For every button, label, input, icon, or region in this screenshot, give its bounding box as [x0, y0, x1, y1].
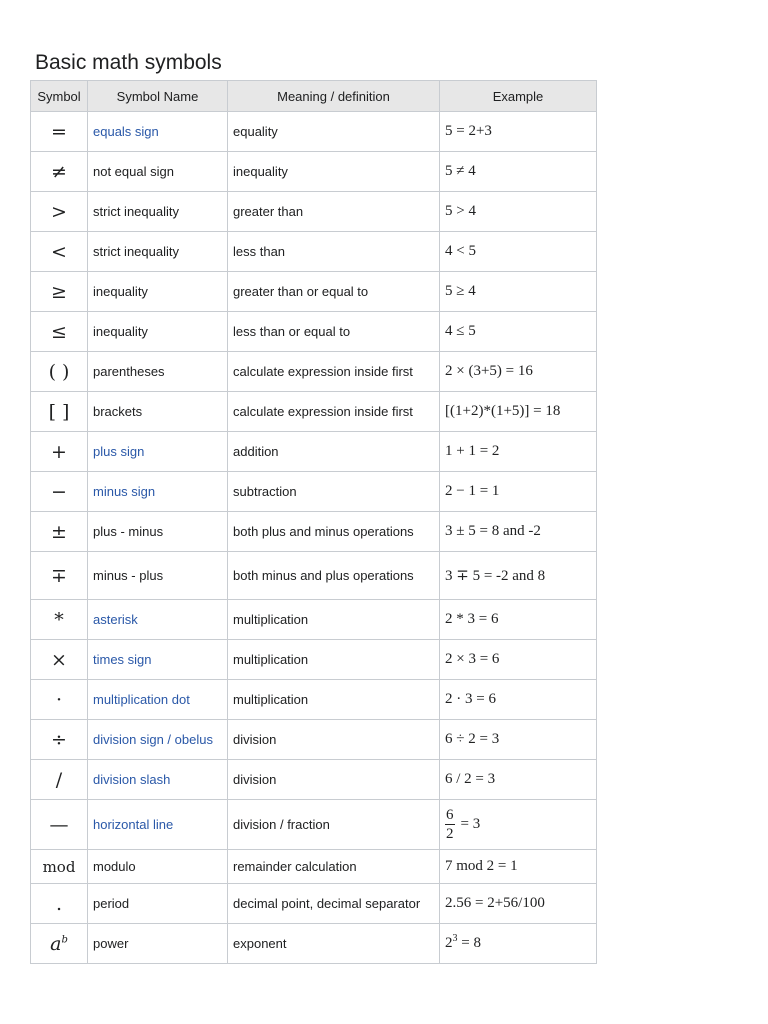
symbol-cell: ∓ [31, 552, 88, 600]
example-cell: 2.56 = 2+56/100 [440, 884, 597, 924]
example-cell: 2 − 1 = 1 [440, 472, 597, 512]
symbol-cell: ( ) [31, 352, 88, 392]
example-cell: 6 / 2 = 3 [440, 760, 597, 800]
symbol-cell: < [31, 232, 88, 272]
example-cell: 4 < 5 [440, 232, 597, 272]
symbol-cell: > [31, 192, 88, 232]
symbol-name-cell: brackets [88, 392, 228, 432]
meaning-cell: calculate expression inside first [228, 392, 440, 432]
table-row [31, 432, 597, 472]
symbol-cell: [ ] [31, 392, 88, 432]
power-exponent: b [61, 934, 68, 946]
symbol-cell: * [31, 600, 88, 640]
table-row [31, 924, 597, 964]
symbol-name-cell: strict inequality [88, 192, 228, 232]
fraction [445, 806, 455, 843]
symbol-cell: = [31, 112, 88, 152]
table-row [31, 312, 597, 352]
meaning-cell: addition [228, 432, 440, 472]
example-cell: 2 · 3 = 6 [440, 680, 597, 720]
table-row [31, 552, 597, 600]
table-row [31, 640, 597, 680]
meaning-cell: greater than or equal to [228, 272, 440, 312]
example-exponent: 3 [452, 933, 458, 944]
example-cell: [(1+2)*(1+5)] = 18 [440, 392, 597, 432]
meaning-cell: less than [228, 232, 440, 272]
example-base: 2 [445, 935, 453, 951]
example-cell: 2 × 3 = 6 [440, 640, 597, 680]
example-cell: 1 + 1 = 2 [440, 432, 597, 472]
table-row [31, 680, 597, 720]
meaning-cell: both plus and minus operations [228, 512, 440, 552]
example-cell: 5 ≥ 4 [440, 272, 597, 312]
example-cell [440, 800, 597, 850]
meaning-cell: multiplication [228, 600, 440, 640]
meaning-cell: multiplication [228, 680, 440, 720]
symbol-cell: ≥ [31, 272, 88, 312]
table-row [31, 800, 597, 850]
meaning-cell: division [228, 760, 440, 800]
fraction-denominator: 2 [446, 826, 454, 842]
symbol-name-cell: modulo [88, 850, 228, 884]
symbol-cell: − [31, 472, 88, 512]
math-symbols-table [30, 80, 597, 964]
symbol-name-cell: strict inequality [88, 232, 228, 272]
meaning-cell: less than or equal to [228, 312, 440, 352]
symbol-name-cell: inequality [88, 272, 228, 312]
example-cell: 4 ≤ 5 [440, 312, 597, 352]
symbol-cell: ÷ [31, 720, 88, 760]
symbol-name-cell: parentheses [88, 352, 228, 392]
table-row [31, 272, 597, 312]
meaning-cell: equality [228, 112, 440, 152]
symbol-cell: ≤ [31, 312, 88, 352]
symbol-name-cell: not equal sign [88, 152, 228, 192]
example-cell: 5 = 2+3 [440, 112, 597, 152]
symbol-name-link[interactable]: asterisk [88, 600, 228, 640]
table-row [31, 352, 597, 392]
symbol-name-cell: inequality [88, 312, 228, 352]
table-row [31, 884, 597, 924]
header-symbol-name[interactable]: Symbol Name [88, 81, 228, 112]
symbol-cell: . [31, 884, 88, 924]
table-row [31, 512, 597, 552]
symbol-name-cell: power [88, 924, 228, 964]
symbol-name-link[interactable]: multiplication dot [88, 680, 228, 720]
table-row [31, 760, 597, 800]
symbol-name-link[interactable]: division sign / obelus [88, 720, 228, 760]
meaning-cell: decimal point, decimal separator [228, 884, 440, 924]
symbol-cell: + [31, 432, 88, 472]
fraction-numerator: 6 [446, 807, 454, 823]
fraction-result: = 3 [460, 816, 481, 832]
meaning-cell: greater than [228, 192, 440, 232]
symbol-name-link[interactable]: minus sign [88, 472, 228, 512]
symbol-cell: · [31, 680, 88, 720]
table-row [31, 232, 597, 272]
symbol-name-cell: plus - minus [88, 512, 228, 552]
meaning-cell: subtraction [228, 472, 440, 512]
symbol-name-link[interactable]: horizontal line [88, 800, 228, 850]
example-cell: 5 > 4 [440, 192, 597, 232]
table-row [31, 192, 597, 232]
meaning-cell: division [228, 720, 440, 760]
power-base: a [50, 932, 62, 955]
example-cell: 2 × (3+5) = 16 [440, 352, 597, 392]
table-row [31, 850, 597, 884]
meaning-cell: calculate expression inside first [228, 352, 440, 392]
table-row [31, 152, 597, 192]
example-cell: 3 ± 5 = 8 and -2 [440, 512, 597, 552]
table-row [31, 472, 597, 512]
symbol-name-link[interactable]: times sign [88, 640, 228, 680]
table-row [31, 600, 597, 640]
symbol-name-link[interactable]: plus sign [88, 432, 228, 472]
table-row [31, 112, 597, 152]
example-cell: 3 ∓ 5 = -2 and 8 [440, 552, 597, 600]
example-cell: 7 mod 2 = 1 [440, 850, 597, 884]
meaning-cell: multiplication [228, 640, 440, 680]
fraction-example [445, 806, 480, 843]
page-title: Basic math symbols [35, 51, 222, 74]
example-cell: 6 ÷ 2 = 3 [440, 720, 597, 760]
symbol-name-link[interactable]: equals sign [88, 112, 228, 152]
symbol-name-cell: minus - plus [88, 552, 228, 600]
table-header-row [31, 81, 597, 112]
header-symbol[interactable]: Symbol [31, 81, 88, 112]
example-cell [440, 924, 597, 964]
symbol-cell: / [31, 760, 88, 800]
meaning-cell: inequality [228, 152, 440, 192]
meaning-cell: division / fraction [228, 800, 440, 850]
symbol-cell: × [31, 640, 88, 680]
example-cell: 2 * 3 = 6 [440, 600, 597, 640]
meaning-cell: both minus and plus operations [228, 552, 440, 600]
meaning-cell: exponent [228, 924, 440, 964]
header-meaning[interactable]: Meaning / definition [228, 81, 440, 112]
meaning-cell: remainder calculation [228, 850, 440, 884]
symbol-cell [31, 924, 88, 964]
symbol-name-cell: period [88, 884, 228, 924]
example-cell: 5 ≠ 4 [440, 152, 597, 192]
symbol-cell: ± [31, 512, 88, 552]
table-row [31, 720, 597, 760]
symbol-cell: ≠ [31, 152, 88, 192]
symbol-cell: mod [31, 850, 88, 884]
symbol-name-link[interactable]: division slash [88, 760, 228, 800]
symbol-cell: — [31, 800, 88, 850]
table-row [31, 392, 597, 432]
example-result: = 8 [457, 935, 481, 951]
header-example[interactable]: Example [440, 81, 597, 112]
